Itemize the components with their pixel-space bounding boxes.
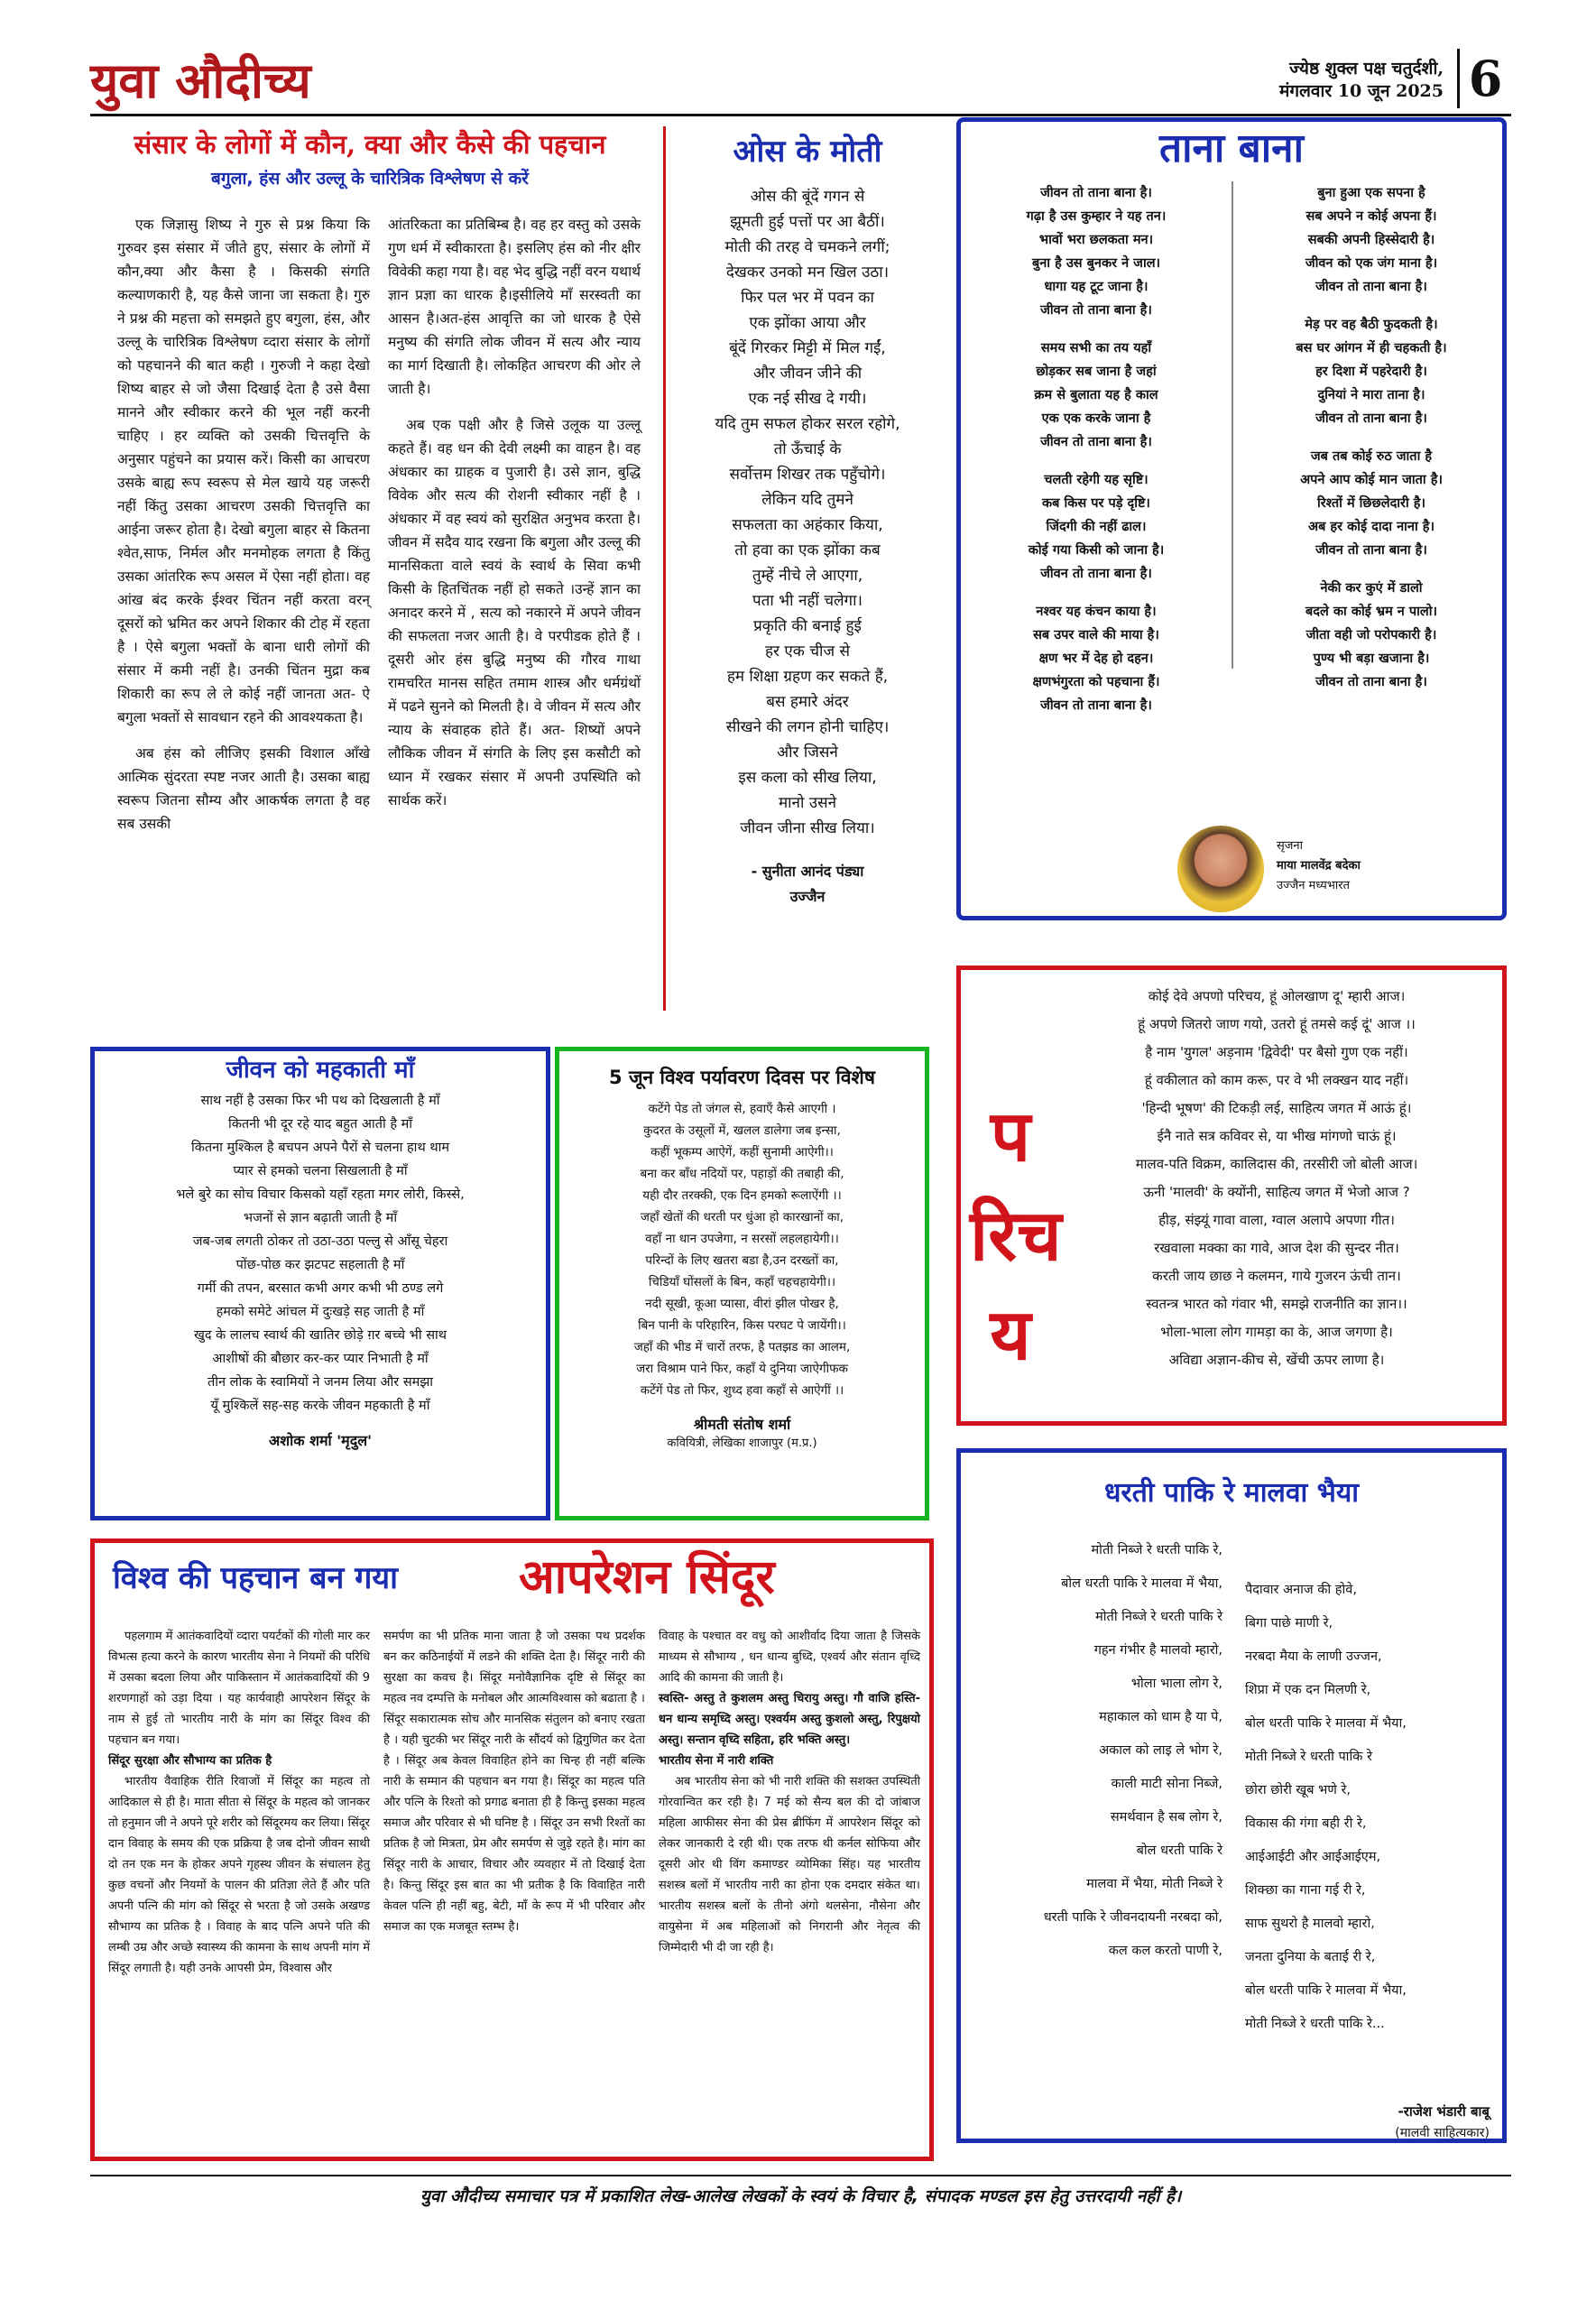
- tana-col-divider: [1232, 181, 1233, 669]
- paryavaran-line: कहीं भूकम्प आऐगें, कहीं सुनामी आऐगी।।: [650, 1145, 834, 1160]
- maa-line: पोंछ-पोछ कर झटपट सहलाती है माँ: [235, 1258, 405, 1272]
- sindoor-title-a: विश्व की पहचान बन गया: [113, 1560, 398, 1596]
- tana-line: सब उपर वाले की माया है।: [1033, 628, 1159, 642]
- tana-line: [970, 586, 1222, 600]
- sansar-para-4: अब एक पक्षी और है जिसे उलूक या उल्लू कहते हैं। वह धन की देवी लक्ष्मी का वाहन है। वह अंधकार का ग्राहक व पुजारी है। उसे ज्ञान, बुद्धि विवेक और सत्य की रोशनी स्वीकार नहीं है । अंधकार में वह स्वयं को सुरक्षित अनुभव करता है। जीवन में सदैव याद रखना कि बगुला और उल्लू की मानसिकता वाले स्वयं के स्वार्थ के सिवा कभी किसी के हितचिंतक नहीं हो सकते ।उन्हें ज्ञान का अनादर करने में , सत्य को नकारने में अपने जीवन की सफलता नजर आती है। वे परपीडक होते हैं । दूसरी ओर हंस बुद्धि मनुष्य की गौरव गाथा रामचरित मानस सहित तमाम शास्त्र और धर्मग्रंथों में पढने सुनने को मिलती है। वे जीवन में सत्य और न्याय के संवाहक होते हैं। अत- शिष्यों अपने लौकिक जीवन में संगति के लिए इस कसौटी को ध्यान में रखकर संसार में अपनी उपस्थिति को सार्थक करें।: [388, 417, 641, 808]
- sindoor-box: [90, 1538, 934, 2161]
- maa-box: [90, 1047, 550, 1520]
- oas-line: फिर पल भर में पवन का: [741, 289, 874, 307]
- oas-line: पता भी नहीं चलेगा।: [752, 592, 863, 610]
- tana-line: क्रम से बुलाता यह है काल: [1034, 388, 1158, 402]
- sansar-para-3: आंतरिकता का प्रतिबिम्ब है। वह हर वस्तु को उसके गुण धर्म में स्वीकारता है। इसलिए हंस को नीर क्षीर विवेकी कहा गया है। वह भेद बुद्धि नहीं वरन यथार्थ ज्ञान प्रज्ञा का धारक है।इसीलिये माँ सरस्वती का आसन है।अत-हंस आवृत्ति का जो धारक है ऐसे मनुष्य की संगति लोक जीवन में सत्य और न्याय का मार्ग दिखाती है। लोकहित आचरण की ओर ले जाती है।: [388, 217, 641, 397]
- dharti-line: मालवा में भैया, मोती निब्जे रे: [1086, 1877, 1222, 1891]
- parichay-line: भोला-भाला लोग गामड़ा का के, आज जगणा है।: [1160, 1324, 1393, 1340]
- oas-line: सफलता का अहंकार किया,: [732, 516, 883, 534]
- oas-line: एक झोंका आया और: [749, 314, 866, 332]
- tana-line: बदले का कोई भ्रम न पालो।: [1305, 605, 1437, 619]
- oas-title: ओस के मोती: [733, 134, 882, 170]
- oas-line: मानो उसने: [778, 794, 837, 812]
- parichay-side-title: परिचय: [970, 1095, 1062, 1376]
- maa-line: साथ नहीं है उसका फिर भी पथ को दिखलाती है माँ: [200, 1094, 440, 1108]
- column-divider: [663, 126, 666, 1011]
- dharti-line: आईआईटी और आईआईएम,: [1245, 1850, 1381, 1864]
- paryavaran-line: बना कर बाँध नदियों पर, पहाड़ों की तबाही की,: [640, 1167, 844, 1181]
- tana-line: [1241, 562, 1502, 577]
- paryavaran-line: यही दौर तरक्की, एक दिन हमको रूलाऐंगी ।।: [642, 1188, 842, 1203]
- sindoor-heading-2: भारतीय सेना में नारी शक्ति: [659, 1754, 774, 1768]
- tana-line: बुना है उस बुनकर ने जाल।: [1031, 256, 1161, 271]
- sindoor-para-3: समर्पण का भी प्रतिक माना जाता है जो उसका पथ प्रदर्शक बन कर कठिनाईयों में लडने की शक्ति देता है। सिंदूर नारी की सुरक्षा का कवच है। सिंदूर मनोवैज्ञानिक दृष्टि से सिंदूर का महत्व नव दम्पत्ति के मनोबल और आत्मविश्वास को बढाता है । सिंदूर सकारात्मक सोच और मानसिक संतुलन को बनाए रखता है । यही चुटकी भर सिंदूर नारी के सौंदर्य को द्विगुणित कर देता है । सिंदूर अब केवल विवाहित होने का चिन्ह ही नहीं बल्कि नारी के सम्मान की पहचान बन गया है। सिंदूर का महत्व पति और पत्नि के रिश्तो को प्रगाढ बनाता ही है किन्तु इसका महत्व समाज और परिवार से भी घनिष्ट है । सिंदूर उन सभी रिश्तों का प्रतिक है जो मित्रता, प्रेम और समर्पण से जुड़े रहते है। मांग का सिंदूर नारी के आचार, विचार और व्यवहार में तो दिखाई देता है। किन्तु सिंदूर इस बात का भी प्रतीक है कि विवाहित नारी केवल पत्नि ही नहीं बहु, बेटी, माँ के रूप में भी परिवार और समाज का एक मजबूत स्तम्भ है।: [383, 1630, 645, 1934]
- dharti-line: मोती निब्जे रे धरती पाकि रे...: [1245, 2017, 1385, 2031]
- dharti-line: नरबदा मैया के लाणी उज्जन,: [1245, 1649, 1382, 1664]
- oas-line: यदि तुम सफल होकर सरल रहोगे,: [715, 415, 900, 433]
- paryavaran-line: नदी सूखी, कूआ प्यासा, वीरां झील पोखर है,: [645, 1297, 839, 1311]
- maa-line: खुद के लालच स्वार्थ की खातिर छोड़े ग़र बच्चे भी साथ: [193, 1328, 447, 1343]
- sansar-col-1: [117, 213, 370, 836]
- tana-line: हर दिशा में पहरेदारी है।: [1315, 365, 1427, 379]
- parichay-line: अविद्या अज्ञान-कीच से, खेंची ऊपर लाणा है।: [1168, 1352, 1385, 1368]
- parichay-line: करती जाय छाछ ने कलमन, गाये गुजरन ऊंची तान।: [1152, 1268, 1401, 1284]
- maa-line: आशीषों की बौछार कर-कर प्यार निभाती है माँ: [212, 1352, 429, 1366]
- parichay-line: कोई देवे अपणो परिचय, हूं ओलखाण दू' म्हारी आज।: [1148, 988, 1406, 1004]
- dharti-line: महाकाल को धाम है या पे,: [1099, 1710, 1222, 1724]
- paryavaran-line: वहाँ ना धान उपजेगा, न सरसों लहलहायेगी।।: [645, 1232, 839, 1246]
- oas-line: इस कला को सीख लिया,: [738, 769, 877, 787]
- author-photo: [1177, 826, 1264, 912]
- tana-line: एक एक करके जाना है: [1041, 411, 1151, 426]
- oas-city: उज्जैन: [789, 888, 826, 905]
- credit-label: सृजना: [1277, 839, 1304, 853]
- oas-line: हम शिक्षा ग्रहण कर सकते हैं,: [726, 668, 889, 686]
- tana-line: अब हर कोई दादा नाना है।: [1308, 520, 1435, 534]
- paryavaran-line: जहाँ की भीड में चारों तरफ, है पतझड का आलम,: [633, 1340, 851, 1354]
- dharti-line: बोल धरती पाकि रे मालवा में भैया,: [1245, 1716, 1407, 1731]
- footer-rule: [90, 2175, 1511, 2176]
- oas-line: तुम्हें नीचे ले आएगा,: [752, 567, 863, 585]
- parichay-line: 'हिन्दी भूषण' की टिकड़ी लई, साहित्य जगत में आऊं हूं।: [1141, 1100, 1412, 1116]
- dharti-line: शिप्रा में एक दन मिलणी रे,: [1245, 1683, 1371, 1697]
- tana-line: जीवन तो ताना बाना है।: [1315, 280, 1427, 294]
- dharti-line: गहन गंभीर है मालवो म्हारो,: [1093, 1643, 1222, 1658]
- sansar-para-1: एक जिज्ञासु शिष्य ने गुरु से प्रश्न किया कि गुरुवर इस संसार में जीते हुए, संसार के लोगों में कौन,क्या और कैसा है । किसकी संगति कल्याणकारी है, यह कैसे जाना जा सकता है। गुरु ने प्रश्न की महत्ता को समझते हुए बगुला, हंस, और उल्लू के चारित्रिक विश्लेषण व्दारा संसार के लोगों को पहचानने की बात कही । गुरुजी ने कहा देखो शिष्य बाहर से जो जैसा दिखाई देता है उसे वैसा मानने और स्वीकार करने की भूल नहीं करनी चाहिए । हर व्यक्ति को उसकी चित्तवृत्ति के अनुसार पहुंचने का प्रयास करें। किसी का आचरण उसके बाह्य रूप स्वरूप से मेल खाये यह जरूरी नहीं किंतु उसका आचरण उसकी चित्तवृत्ति का आईना जरूर होता है। देखो बगुला बाहर से कितना श्वेत,साफ, निर्मल और मनमोहक लगता है किंतु उसका आंतरिक रूप असल में ऐसा नहीं होता। वह आंख बंद करके ईश्वर चिंतन नहीं करता वरन् दूसरों को भ्रमित कर अपने शिकार की टोह में रहता है । ऐसे बगुला भक्तों के बाना धारी लोगों की संसार में कमी नहीं है। उनकी चिंतन मुद्रा कब शिकारी का रूप ले ले कोई नहीं जानता अत- ऐ बगुला भक्तों से सावधान रहने की आवश्यकता है।: [117, 217, 370, 725]
- parichay-box: [956, 966, 1507, 1426]
- tana-line: मेड़ पर वह बैठी फुदकती है।: [1305, 318, 1438, 332]
- dharti-line: मोती निब्जे रे धरती पाकि रे: [1095, 1610, 1222, 1624]
- dharti-line: विकास की गंगा बही री रे,: [1245, 1816, 1367, 1831]
- tana-line: समय सभी का तय यहाँ: [1040, 341, 1152, 356]
- tana-line: गढ़ा है उस कुम्हार ने यह तन।: [1026, 209, 1167, 224]
- tana-line: भावों भरा छलकता मन।: [1038, 233, 1154, 247]
- tana-line: अपने आप कोई मान जाता है।: [1300, 473, 1443, 487]
- dharti-line: धरती पाकि रे जीवनदायनी नरबदा को,: [1043, 1910, 1222, 1925]
- oas-line: बस हमारे अंदर: [766, 693, 849, 711]
- sindoor-title-b: आपरेशन सिंदूर: [519, 1549, 775, 1604]
- paryavaran-box: [555, 1047, 929, 1520]
- tana-line: जीवन तो ताना बाना है।: [1040, 698, 1152, 713]
- dharti-line: बोल धरती पाकि रे मालवा में भैया,: [1061, 1576, 1222, 1591]
- sindoor-shloka: स्वस्ति- अस्तु ते कुशलम अस्तु चिरायु अस्तु। गौ वाजि हस्ति- धन धान्य समृध्दि अस्तु। एश्वर्यम अस्तु कुशलो अस्तु, रिपुक्षयो अस्तु। सन्तान वृध्दि सहिता, हरि भक्ति अस्तु।: [659, 1692, 920, 1747]
- tana-line: जब तब कोई रुठ जाता है: [1310, 449, 1433, 464]
- dharti-line: जनता दुनिया के बताई री रे,: [1245, 1950, 1376, 1964]
- tana-line: छोड़कर सब जाना है जहां: [1036, 365, 1157, 379]
- dharti-title: धरती पाकि रे मालवा भैया: [1103, 1477, 1360, 1509]
- dharti-author: -राजेश भंडारी बाबू: [1398, 2103, 1490, 2120]
- paryavaran-line: जरा विश्राम पाने फिर, कहाँ ये दुनिया जाऐगीफक: [636, 1362, 848, 1376]
- dharti-line: समर्थवान है सब लोग रे,: [1110, 1810, 1222, 1825]
- masthead-rule: [90, 114, 1511, 116]
- tana-line: कब किस पर पड़े दृष्टि।: [1042, 496, 1150, 511]
- tana-title: ताना बाना: [1159, 125, 1304, 171]
- tana-line: [970, 322, 1222, 337]
- oas-line: लेकिन यदि तुमने: [761, 491, 853, 509]
- tana-right-stanzas: [1241, 181, 1502, 694]
- maa-line: कितनी भी दूर रहे याद बहुत आती है माँ: [227, 1117, 413, 1132]
- tana-line: जीता वही जो परोपकारी है।: [1305, 628, 1437, 642]
- tana-line: जिंदगी की नहीं ढाल।: [1046, 520, 1147, 534]
- oas-line: हर एक चीज से: [765, 642, 850, 661]
- dharti-line: काली माटी सोना निब्जे,: [1111, 1777, 1222, 1791]
- tana-line: जीवन तो ताना बाना है।: [1315, 675, 1427, 689]
- paryavaran-line: बिन पानी के परिहारिन, किस परघट पे जायेंगी।।: [638, 1318, 846, 1333]
- oas-line: जीवन जीना सीख लिया।: [740, 819, 875, 837]
- sansar-subtitle: बगुला, हंस और उल्लू के चारित्रिक विश्लेषण से करें: [211, 169, 529, 189]
- tana-credit: [1277, 836, 1361, 896]
- maa-author: अशोक शर्मा 'मृदुल': [269, 1432, 372, 1449]
- parichay-line: हूं वकीलात को काम करू, पर वे भी लक्खन याद नहीं।: [1144, 1072, 1409, 1088]
- oas-poem: [677, 126, 938, 906]
- sindoor-col-1: [108, 1626, 370, 1979]
- parichay-line: है नाम 'युगल' अड़नाम 'द्विवेदी' पर बैसो गुण एक नहीं।: [1145, 1044, 1408, 1060]
- oas-line: ओस की बूंदें गगन से: [750, 188, 865, 206]
- dharti-line: बोल धरती पाकि रे: [1136, 1843, 1222, 1858]
- dharti-author-sub: (मालवी साहित्यकार): [1395, 2126, 1490, 2140]
- oas-lines: [677, 184, 938, 841]
- tana-line: जीवन तो ताना बाना है।: [1040, 303, 1152, 318]
- sindoor-para-4: विवाह के पश्चात वर वधु को आशीर्वाद दिया जाता है जिसके माध्यम से सौभाग्य , धन धान्य बुध्दि, एश्वर्य और संतान वृध्दि आदि की कामना की जाती है।: [659, 1630, 920, 1685]
- parichay-line: ऊनी 'मालवी' के क्योंनी, साहित्य जगत में भेजो आज ?: [1143, 1184, 1410, 1200]
- dharti-line: शिक्छा का गाना गई री रे,: [1245, 1883, 1366, 1898]
- oas-line: और जिसने: [777, 744, 838, 762]
- tana-line: जीवन तो ताना बाना है।: [1315, 411, 1427, 426]
- paryavaran-line: जहाँ खेतों की धरती पर धुंआ हो कारखानों का,: [640, 1210, 844, 1224]
- dharti-line: मोती निब्जे रे धरती पाकि रे: [1245, 1750, 1372, 1764]
- tana-line: बुना हुआ एक सपना है: [1317, 186, 1425, 200]
- tana-line: दुनियां ने मारा ताना है।: [1317, 388, 1425, 402]
- sindoor-para-5: अब भारतीय सेना को भी नारी शक्ति की सशक्त उपस्थिती गोरवान्वित कर रही है। 7 मई को सैन्य बल की दो जांबाज महिला आफीसर सेना की प्रेस ब्रीफिंग में आपरेशन सिंदूर को लेकर जानकारी दे रही थी। एक तरफ थी कर्नल सोफिया और दूसरी ओर थी विंग कमाण्डर व्योमिका सिंह। यह भारतीय सशस्त्र बलों में भारतीय नारी का होना एक दमदार संकेत था।भारतीय सशस्त्र बलों के तीनो अंगो थलसेना, नौसेना और वायुसेना में अब महिलाओं को निगरानी और नेतृत्व की जिम्मेदारी भी दी जा रही है।: [659, 1775, 920, 1954]
- tana-line: [970, 454, 1222, 468]
- maa-line: प्यार से हमको चलना सिखलाती है माँ: [233, 1164, 408, 1178]
- dharti-line: भोला भाला लोग रे,: [1130, 1677, 1222, 1691]
- tana-line: चलती रहेगी यह सृष्टि।: [1044, 473, 1149, 487]
- sansar-article: [90, 126, 650, 1011]
- parichay-line: हीड़, संझ्यूं गावा वाला, ग्वाल अलापे अपणा गीत।: [1158, 1212, 1395, 1228]
- paryavaran-line: कटेंगे पेड तो जंगल से, हवाएँ कैसे आएगी ।: [648, 1102, 836, 1116]
- tana-line: कोई गया किसी को जाना है।: [1028, 543, 1165, 558]
- date-block: [1236, 58, 1444, 103]
- credit-place: उज्जैन मध्यभारत: [1277, 879, 1350, 892]
- oas-line: झूमती हुई पत्तों पर आ बैठीं।: [730, 213, 885, 231]
- oas-line: सर्वोत्तम शिखर तक पहुँचोगे।: [729, 466, 886, 484]
- dharti-box: [956, 1448, 1507, 2143]
- dharti-line: कल कल करतो पाणी रे,: [1108, 1944, 1222, 1958]
- oas-line: देखकर उनको मन खिल उठा।: [725, 263, 890, 282]
- maa-line: कितना मुश्किल है बचपन अपने पैरों से चलना हाथ थाम: [190, 1141, 450, 1155]
- tana-line: [1241, 299, 1502, 313]
- paryavaran-title: 5 जून विश्व पर्यावरण दिवस पर विशेष: [609, 1067, 875, 1088]
- sansar-para-2: अब हंस को लीजिए इसकी विशाल आँखे आत्मिक सुंदरता स्पष्ट नजर आती है। उसका बाह्य स्वरूप जितना सौम्य और आकर्षक लगता है वह सब उसकी: [117, 745, 370, 832]
- parichay-lines: [1060, 983, 1493, 1374]
- maa-line: भजनों से ज्ञान बढ़ाती जाती है माँ: [243, 1211, 398, 1225]
- dharti-right-lines: [1245, 1574, 1502, 2041]
- paryavaran-line: चिडियाँ घोंसलों के बिन, कहाँ चहचहायेगी।।: [648, 1275, 836, 1289]
- sindoor-para-2: भारतीय वैवाहिक रीति रिवाजों में सिंदूर का महत्व तो आदिकाल से ही है। माता सीता से सिंदूर के महत्व को जानकर तो हनुमान जी ने अपने पूरे शरीर को सिंदूरमय कर लिया। सिंदूर दान विवाह के समय की एक प्रक्रिया है जब दोनो जीवन साथी दो तन एक मन के होकर अपने गृहस्थ जीवन के संचालन हेतु कुछ वचनों और नियमों के पालन की प्रतिज्ञा लेते हैं और पति अपनी पत्नि की मांग को सिंदूर से भरता है जो उसके अखण्ड सौभाग्य का प्रतिक है । विवाह के बाद पत्नि अपने पति की लम्बी उम्र और अच्छे स्वास्थ्य की कामना के साथ अपनी मांग में सिंदूर लगाती है। यही उनके आपसी प्रेम, विश्वास और: [108, 1775, 370, 1975]
- maa-lines: [95, 1089, 546, 1418]
- tana-line: [1241, 430, 1502, 445]
- maa-line: तीन लोक के स्वामियों ने जनम लिया और समझा: [207, 1375, 434, 1390]
- paryavaran-line: कुदरत के उसूलों में, खलल डालेगा जब इन्सा,: [643, 1123, 841, 1138]
- oas-line: सीखने की लगन होनी चाहिए।: [725, 718, 890, 736]
- parichay-line: रखवाला मक्का का गावे, आज देश की सुन्दर नीत।: [1154, 1240, 1399, 1256]
- masthead-title: युवा औदीच्य: [90, 51, 311, 109]
- parichay-line: हूं अपणे जितरो जाण गयो, उतरो हूं तमसे कई दूं' आज ।।: [1138, 1016, 1416, 1032]
- oas-line: एक नई सीख दे गयी।: [748, 390, 867, 408]
- oas-line: बूंदें गिरकर मिट्टी में मिल गईं,: [729, 339, 886, 357]
- tana-line: जीवन तो ताना बाना है।: [1040, 435, 1152, 449]
- sindoor-col-2: [383, 1626, 645, 1937]
- tana-line: क्षणभंगुरता को पहचाना हैं।: [1032, 675, 1160, 689]
- maa-title: जीवन को महकाती माँ: [226, 1057, 415, 1084]
- oas-line: तो ऊँचाई के: [773, 440, 842, 458]
- oas-line: और जीवन जीने की: [752, 365, 863, 383]
- maa-line: गर्मी की तपन, बरसात कभी अगर कभी भी ठण्ड लगे: [197, 1281, 444, 1296]
- parichay-line: मालव-पति विक्रम, कालिदास की, तरसीरी जो बोली आज।: [1135, 1156, 1418, 1172]
- tana-line: पुण्य भी बड़ा खजाना है।: [1313, 651, 1430, 666]
- maa-line: यूँ मुश्किलें सह-सह करके जीवन महकाती है माँ: [210, 1399, 430, 1413]
- maa-line: जब-जब लगती ठोकर तो उठा-उठा पल्लु से आँसू चेहरा: [192, 1234, 448, 1249]
- tana-line: सब अपने न कोई अपना हैं।: [1305, 209, 1437, 224]
- tana-line: धागा यह टूट जाना है।: [1044, 280, 1149, 294]
- paryavaran-line: कटेंगें पेड तो फिर, शुध्द हवा कहाँ से आऐगीं ।।: [640, 1383, 844, 1398]
- sansar-title: संसार के लोगों में कौन, क्या और कैसे की पहचान: [134, 129, 606, 160]
- tana-line: जीवन को एक जंग माना है।: [1305, 256, 1438, 271]
- maa-line: हमको समेटे आंचल में दुःखड़े सह जाती है माँ: [216, 1305, 425, 1319]
- parichay-line: स्वतन्त्र भारत को गंवार भी, समझे राजनीति का ज्ञान।।: [1146, 1296, 1407, 1312]
- footer-disclaimer: युवा औदीच्य समाचार पत्र में प्रकाशित लेख-आलेख लेखकों के स्वयं के विचार है, संपादक मण्डल इस हेतु उत्तरदायी नहीं है।: [420, 2186, 1182, 2206]
- tana-line: सबकी अपनी हिस्सेदारी है।: [1307, 233, 1435, 247]
- sindoor-para-1: पहलगाम में आतंकवादियों व्दारा पयर्टकों की गोली मार कर विभत्स हत्या करने के कारण भारतीय सेना ने नियमों की परिधि में उसका बदला लिया और पाकिस्तान में आतंकवादियों की 9 शरणगाहों को उड़ा दिया । यह कार्यवाही आपरेशन सिंदूर के नाम से हुई तो भारतीय नारी के मांग का सिंदूर विश्व की पहचान बन गया।: [108, 1630, 370, 1747]
- oas-line: तो हवा का एक झोंका कब: [734, 541, 881, 559]
- dharti-line: छोरा छोरी खूब भणे रे,: [1245, 1783, 1352, 1797]
- dharti-line: साफ सुथरो है मालवो म्हारो,: [1245, 1917, 1375, 1931]
- dharti-line: बिगा पाछे माणी रे,: [1245, 1616, 1333, 1631]
- date-line-2: मंगलवार 10 जून 2025: [1278, 81, 1444, 101]
- tana-line: जीवन तो ताना बाना है।: [1040, 567, 1152, 581]
- paryavaran-line: परिन्दों के लिए खतरा बडा है,उन दरख्तों का,: [645, 1253, 839, 1268]
- tana-line: रिश्तों में छिछलेदारी है।: [1317, 496, 1425, 511]
- tana-line: जीवन तो ताना बाना है।: [1315, 543, 1427, 558]
- date-line-1: ज्येष्ठ शुक्ल पक्ष चतुर्दशी,: [1289, 59, 1444, 79]
- oas-line: मोती की तरह वे चमकने लगीं;: [724, 238, 890, 256]
- tana-line: जीवन तो ताना बाना है।: [1040, 186, 1152, 200]
- oas-author: - सुनीता आनंद पंड्या: [751, 863, 864, 880]
- dharti-left-lines: [970, 1534, 1222, 1968]
- sindoor-col-3: [659, 1626, 920, 1958]
- paryavaran-author: श्रीमती संतोष शर्मा: [693, 1416, 791, 1433]
- maa-line: भले बुरे का सोच विचार किसको यहाँ रहता मगर लोरी, किस्से,: [176, 1187, 465, 1202]
- page-number: 6: [1457, 49, 1511, 108]
- credit-name: माया मालवेंद्र बदेका: [1277, 859, 1361, 873]
- dharti-line: पैदावार अनाज की होवे,: [1245, 1583, 1357, 1597]
- tana-line: बस घर आंगन में ही चहकती है।: [1296, 341, 1447, 356]
- paryavaran-author-sub: कवियित्री, लेखिका शाजापुर (म.प्र.): [667, 1437, 817, 1450]
- dharti-line: अकाल को लाइ ले भोग रे,: [1099, 1743, 1222, 1758]
- sindoor-heading-1: सिंदूर सुरक्षा और सौभाग्य का प्रतिक है: [108, 1754, 272, 1768]
- tana-line: नश्वर यह कंचन काया है।: [1036, 605, 1157, 619]
- tana-bana-box: [956, 117, 1507, 920]
- dharti-line: मोती निब्जे रे धरती पाकि रे,: [1091, 1543, 1222, 1557]
- dharti-line: बोल धरती पाकि रे मालवा में भैया,: [1245, 1983, 1407, 1998]
- sansar-col-2: [388, 213, 641, 812]
- tana-line: नेकी कर कुएं में डालो: [1320, 581, 1423, 596]
- paryavaran-lines: [559, 1098, 925, 1401]
- oas-line: प्रकृति की बनाई हुई: [753, 617, 862, 635]
- tana-line: क्षण भर में देह हो दहन।: [1038, 651, 1154, 666]
- tana-left-stanzas: [970, 181, 1222, 717]
- parichay-line: ईनै नाते सत्र कविवर से, या भीख मांगणो चाऊं हूं।: [1157, 1128, 1397, 1144]
